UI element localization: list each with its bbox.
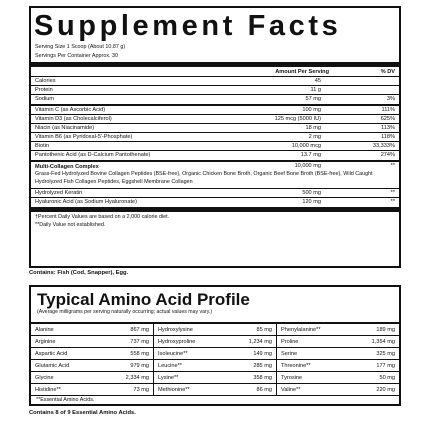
dv-header: % DV: [380, 69, 395, 76]
nutrient-amount: 18 mg: [305, 125, 321, 132]
amino-cell: [31, 384, 153, 395]
amino-name: Methionine**: [158, 387, 190, 393]
nutrient-dv: 274%: [380, 152, 395, 159]
nutrient-dv: 3%: [386, 96, 395, 103]
nutrient-name: Hydrolyzed Keratin: [35, 190, 83, 197]
nutrient-amount: 500 mg: [302, 190, 321, 197]
amino-value: 979 mg: [130, 363, 149, 369]
facts-footnotes: [31, 212, 399, 228]
nutrient-dv: 118%: [381, 134, 395, 141]
facts-row-multi-collagen: [31, 162, 399, 189]
amino-name: Alanine: [35, 327, 54, 333]
amino-cell: [31, 372, 153, 383]
amino-cell: [276, 324, 399, 335]
amino-name: Valine**: [281, 387, 301, 393]
nutrient-name: Vitamin B6 (as Pyridoxal-5'-Phosphate): [35, 134, 133, 141]
amino-acid-panel: [29, 285, 401, 406]
nutrient-dv: **: [390, 199, 395, 206]
amino-name: Aspartic Acid: [35, 351, 68, 357]
amino-value: 558 mg: [130, 351, 149, 357]
amino-name: Glycine: [35, 375, 54, 381]
nutrient-amount: 120 mg: [302, 199, 321, 206]
amino-cell: [153, 324, 276, 335]
amino-cell: [153, 384, 276, 395]
amino-cell: [153, 360, 276, 371]
amino-name: Threonine**: [281, 363, 311, 369]
facts-row-calories: [31, 77, 399, 86]
nutrient-amount: 10,000 mcg: [291, 143, 321, 150]
nutrient-dv: **: [390, 163, 395, 170]
facts-row-vitamin-c: [31, 106, 399, 115]
amino-cell: [153, 348, 276, 359]
amino-value: 2,334 mg: [125, 375, 149, 381]
nutrient-dv: 113%: [381, 125, 395, 132]
amino-acid-title: Typical Amino Acid Profile: [37, 290, 250, 309]
amino-value: 220 mg: [376, 387, 395, 393]
amino-name: Tyrosine: [281, 375, 303, 381]
supplement-facts-title: Supplement Facts: [34, 10, 342, 42]
not-established-footnote: **Daily Value not established.: [35, 221, 106, 228]
nutrient-name: Multi-Collagen Complex: [35, 164, 99, 171]
amino-value: 285 mg: [253, 363, 272, 369]
nutrient-name: Niacin (as Niacinamide): [35, 125, 95, 132]
nutrient-amount: 45: [314, 78, 321, 85]
facts-row-sodium: [31, 95, 399, 104]
nutrient-name: Calories: [35, 78, 56, 85]
collagen-ingredients: Grass-Fed Hydrolyzed Bovine Collagen Peptides (BSE-free), Organic Chicken Bone Broth, Organic Beef Bone Broth (BSE-free), Wild Caught Hydrolyzed Fish Collagen Peptides, Eggshell Membrane Collagen: [35, 171, 373, 185]
nutrient-amount: 2 mg: [308, 134, 321, 141]
amino-cell: [276, 360, 399, 371]
nutrient-amount: 100 mg: [302, 107, 321, 114]
amino-cell: [153, 372, 276, 383]
collagen-block: [35, 163, 386, 186]
amino-cell: [276, 384, 399, 395]
facts-row-vitamin-b6: [31, 133, 399, 142]
amount-per-serving-header: Amount Per Serving: [275, 69, 329, 76]
table-row: [31, 324, 399, 336]
nutrient-amount: 11 g: [310, 87, 321, 94]
facts-row-vitamin-d3: [31, 115, 399, 124]
amino-value: 189 mg: [376, 327, 395, 333]
amino-value: 1,234 mg: [248, 339, 272, 345]
nutrient-dv: 625%: [380, 116, 395, 123]
amino-name: Lysine**: [158, 375, 179, 381]
nutrient-amount: 125 mcg (5000 IU): [274, 116, 321, 123]
nutrient-name: Vitamin D3 (as Cholecalciferol): [35, 116, 112, 123]
amino-value: 149 mg: [253, 351, 272, 357]
dv-footnote: †Percent Daily Values are based on a 2,000 calorie diet.: [35, 214, 170, 221]
nutrient-name: Vitamin C (as Ascorbic Acid): [35, 107, 106, 114]
allergen-statement: Contains: Fish (Cod, Snapper), Egg.: [29, 270, 129, 276]
facts-row-pantothenic-acid: [31, 151, 399, 160]
table-row: [31, 336, 399, 348]
nutrient-dv: 33,333%: [372, 143, 395, 150]
amino-name: Glutamic Acid: [35, 363, 70, 369]
amino-value: 177 mg: [376, 363, 395, 369]
nutrient-name: Hyaluronic Acid (as Sodium Hyaluronate): [35, 199, 137, 206]
amino-value: 867 mg: [130, 327, 149, 333]
amino-cell: [31, 324, 153, 335]
servings-per-container: Servings Per Container Approx. 30: [35, 53, 119, 60]
amino-name: Proline: [281, 339, 299, 345]
table-row: [31, 360, 399, 372]
amino-name: Isoleucine**: [158, 351, 188, 357]
facts-row-hyaluronic-acid: [31, 198, 399, 207]
amino-cell: [31, 336, 153, 347]
amino-cell: [31, 360, 153, 371]
essential-amino-statement: Contains 8 of 9 Essential Amino Acids.: [29, 410, 136, 416]
amino-value: 85 mg: [256, 327, 272, 333]
amino-cell: [31, 348, 153, 359]
table-row: [31, 384, 399, 396]
amino-value: 325 mg: [376, 351, 395, 357]
amino-acid-subtitle: (Average milligrams per serving naturally occurring; actual values may vary.): [37, 309, 213, 315]
facts-row-protein: [31, 86, 399, 95]
amino-name: Hydroxylysine: [158, 327, 193, 333]
amino-cell: [276, 336, 399, 347]
facts-row-biotin: [31, 142, 399, 151]
essential-amino-footnote: **Essential Amino Acids.: [36, 397, 95, 403]
nutrient-name: Biotin: [35, 143, 49, 150]
nutrient-amount: 57 mg: [305, 96, 321, 103]
amino-name: Serine: [281, 351, 298, 357]
facts-row-hydrolyzed-keratin: [31, 189, 399, 198]
amino-value: 73 mg: [133, 387, 149, 393]
facts-row-niacin: [31, 124, 399, 133]
nutrient-amount: 13.7 mg: [300, 152, 321, 159]
nutrient-name: Protein: [35, 87, 53, 94]
amino-value: 86 mg: [256, 387, 272, 393]
amino-name: Hydroxyproline: [158, 339, 196, 345]
table-row: [31, 348, 399, 360]
amino-value: 358 mg: [253, 375, 272, 381]
amino-cell: [276, 372, 399, 383]
amino-cell: [153, 336, 276, 347]
amino-acid-table: [31, 322, 399, 396]
amino-name: Histidine**: [35, 387, 61, 393]
amino-name: Phenylalanine**: [281, 327, 321, 333]
table-row: [31, 372, 399, 384]
facts-header-row: [31, 67, 399, 77]
supplement-facts-panel: [29, 6, 401, 268]
amino-value: 1,354 mg: [371, 339, 395, 345]
nutrient-name: Pantothenic Acid (as D-Calcium Pantothenate): [35, 152, 151, 159]
serving-size: Serving Size 1 Scoop (About 10.87 g): [35, 44, 126, 50]
nutrient-name: Sodium: [35, 96, 54, 103]
amino-value: 737 mg: [130, 339, 149, 345]
nutrient-dv: 111%: [381, 107, 395, 114]
nutrient-amount: 10,000 mg: [294, 163, 321, 170]
amino-name: Arginine: [35, 339, 56, 345]
nutrient-dv: **: [390, 190, 395, 197]
amino-name: Leucine**: [158, 363, 182, 369]
amino-value: 50 mg: [379, 375, 395, 381]
amino-cell: [276, 348, 399, 359]
